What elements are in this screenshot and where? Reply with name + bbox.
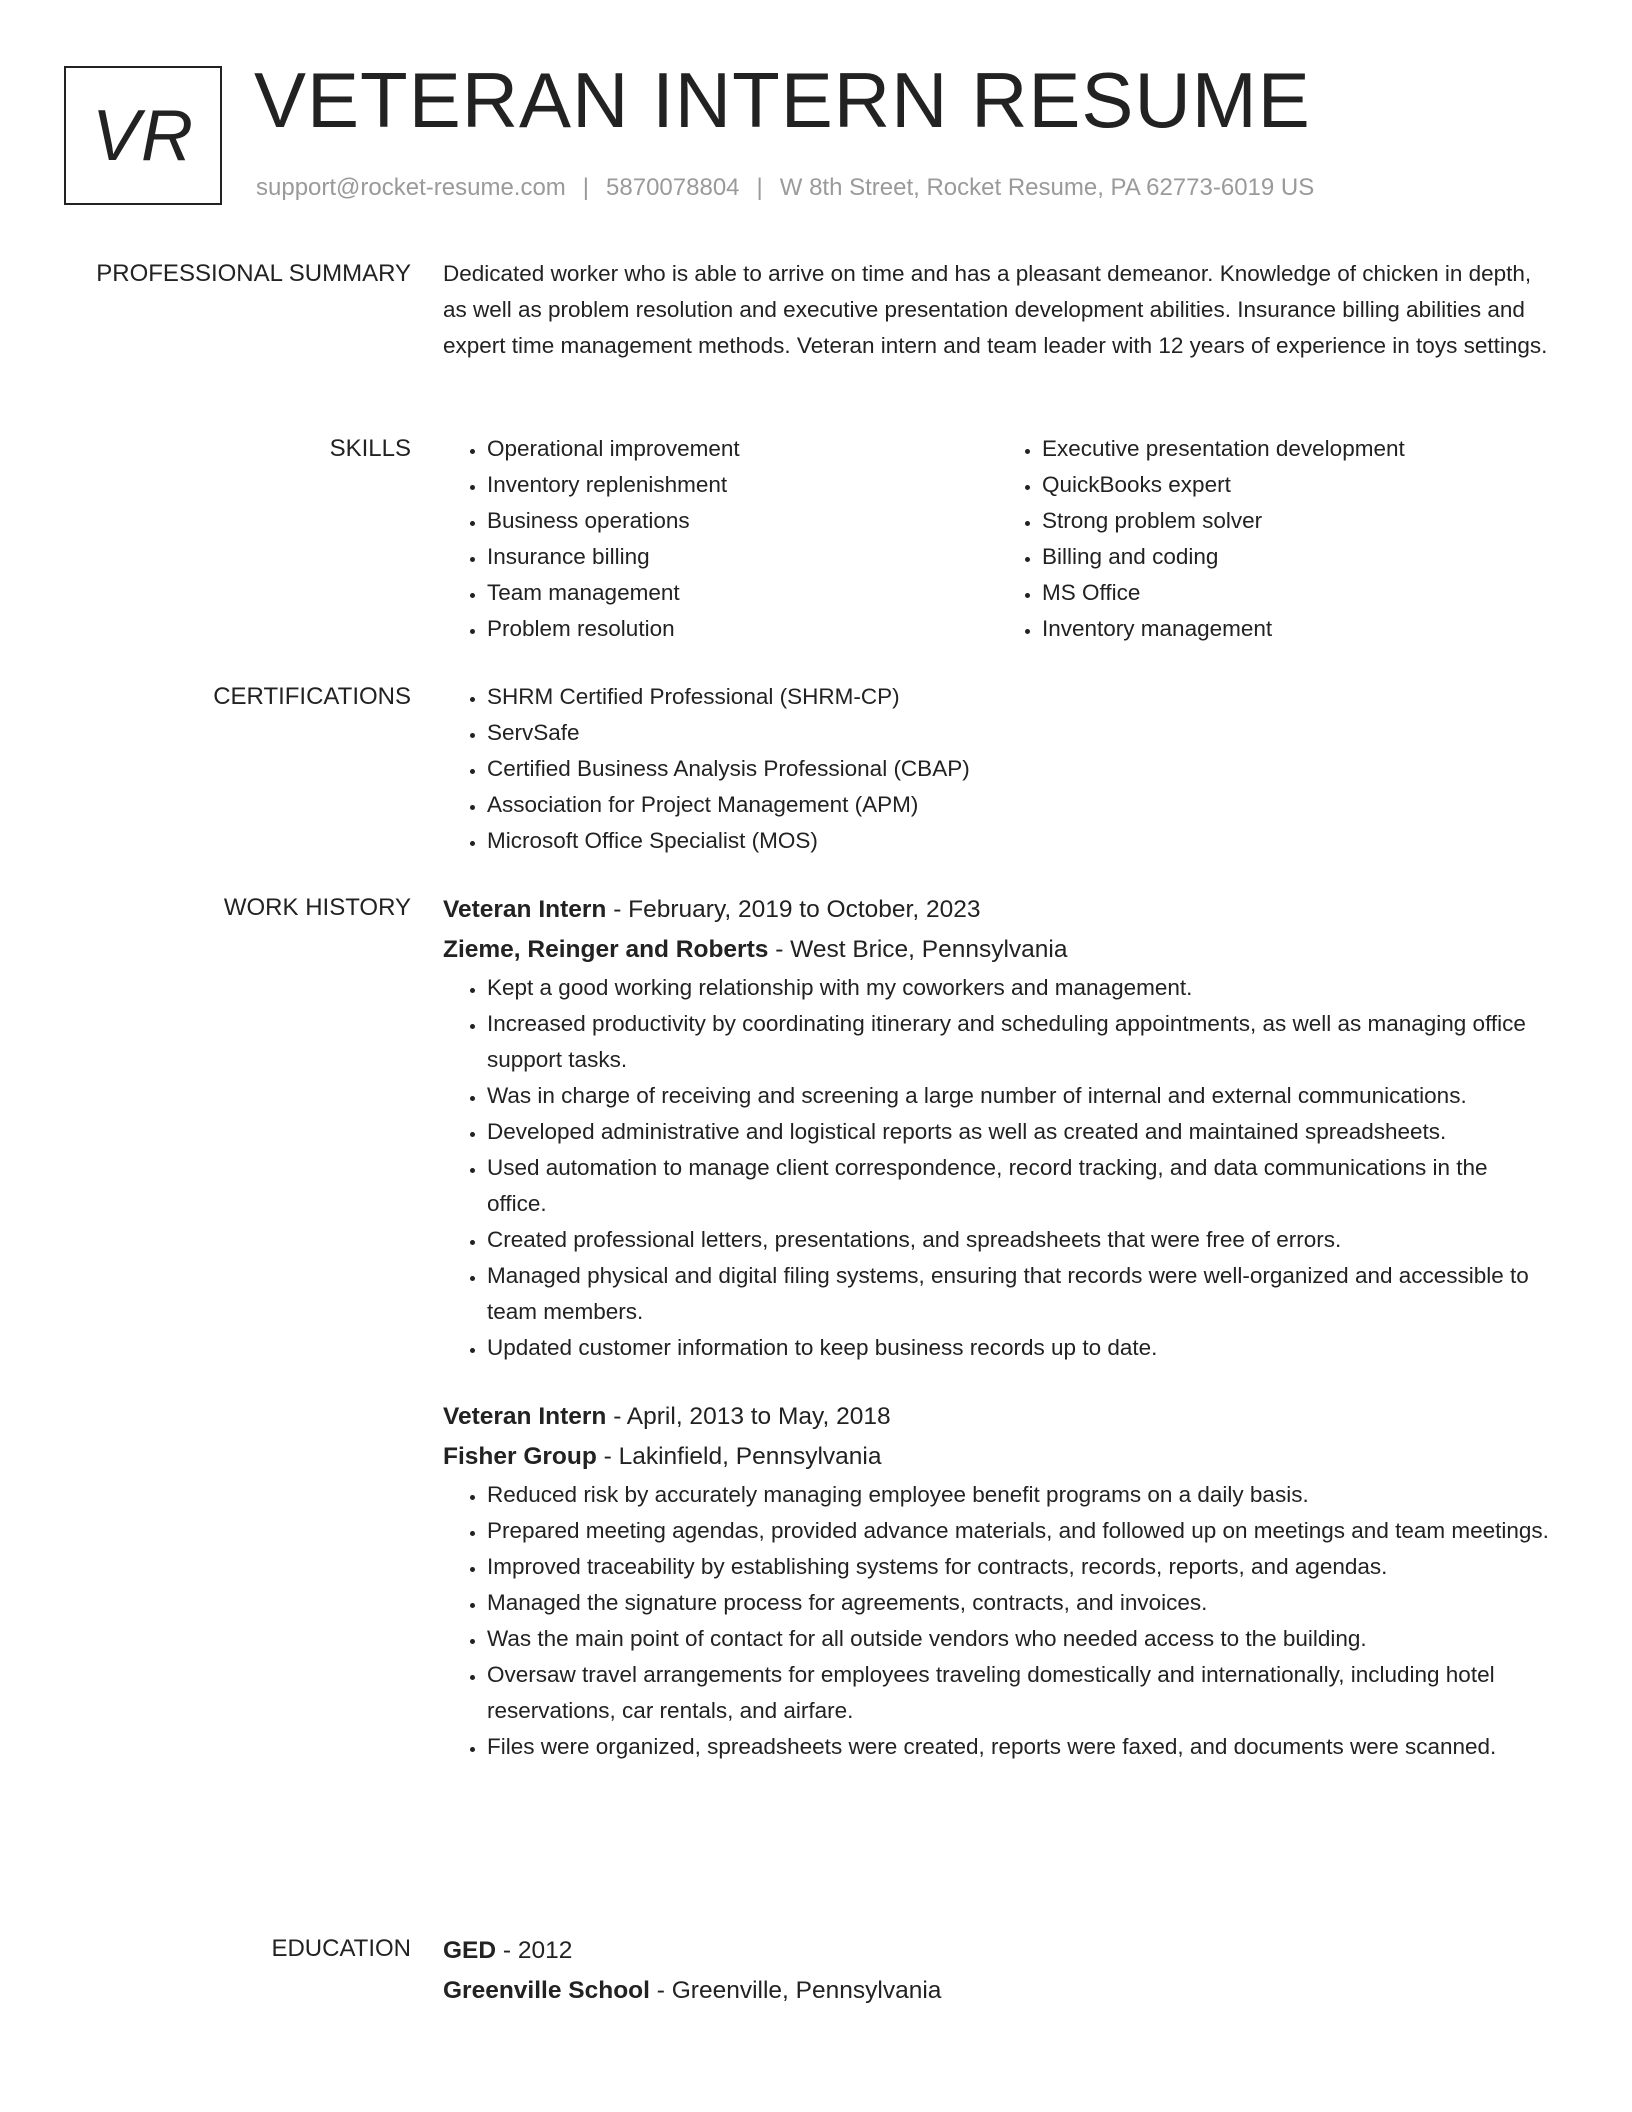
job-bullet: • Developed administrative and logistical reports as well as created and maintained spreadsheets.	[487, 1114, 1553, 1150]
job-bullet: • Reduced risk by accurately managing employee benefit programs on a daily basis.	[487, 1477, 1553, 1513]
job-bullet: • Used automation to manage client correspondence, record tracking, and data communications in the office.	[487, 1150, 1553, 1222]
resume-title: VETERAN INTERN RESUME	[254, 56, 1311, 144]
education-degree-line	[443, 1931, 1553, 1971]
skill-item: • Inventory replenishment	[487, 467, 998, 503]
job-entry	[443, 890, 1553, 1366]
job-bullet: • Increased productivity by coordinating itinerary and scheduling appointments, as well as managing office support tasks.	[487, 1006, 1553, 1078]
certification-item: • Certified Business Analysis Professional (CBAP)	[487, 751, 1553, 787]
job-company: Fisher Group	[443, 1443, 597, 1470]
summary-heading: PROFESSIONAL SUMMARY	[96, 260, 411, 287]
job-bullet: • Created professional letters, presentations, and spreadsheets that were free of errors.	[487, 1222, 1553, 1258]
work-history-heading: WORK HISTORY	[223, 894, 411, 921]
skill-item: • QuickBooks expert	[1042, 467, 1553, 503]
job-bullet: • Managed physical and digital filing systems, ensuring that records were well-organized and accessible to team members.	[487, 1258, 1553, 1330]
education-school-line	[443, 1971, 1553, 2011]
job-bullet: • Kept a good working relationship with my coworkers and management.	[487, 970, 1553, 1006]
work-history-body	[443, 890, 1553, 1765]
education-year: - 2012	[496, 1937, 573, 1964]
job-title: Veteran Intern	[443, 896, 607, 923]
skill-item: • Strong problem solver	[1042, 503, 1553, 539]
education-school: Greenville School	[443, 1977, 650, 2004]
education-degree: GED	[443, 1937, 497, 1964]
job-bullet: • Updated customer information to keep business records up to date.	[487, 1330, 1553, 1366]
job-company: Zieme, Reinger and Roberts	[443, 936, 769, 963]
job-bullet: • Was the main point of contact for all outside vendors who needed access to the building.	[487, 1621, 1553, 1657]
job-company-line	[443, 1437, 1553, 1477]
skills-heading: SKILLS	[329, 435, 411, 462]
job-company-line	[443, 930, 1553, 970]
summary-text: Dedicated worker who is able to arrive on time and has a pleasant demeanor. Knowledge of chicken in depth, as well as problem resolution and executive presentation development abilities. Insurance billing abilities and expert time management methods. Veteran intern and team leader with 12 years of experience in toys settings.	[443, 261, 1548, 358]
job-bullets	[443, 1477, 1553, 1765]
skills-body	[443, 431, 1553, 647]
education-body	[443, 1931, 1553, 2011]
job-bullet: • Oversaw travel arrangements for employees traveling domestically and internationally, including hotel reservations, car rentals, and airfare.	[487, 1657, 1553, 1729]
contact-separator: |	[756, 174, 763, 201]
skills-list-left	[443, 431, 998, 647]
skills-columns	[443, 431, 1553, 647]
job-location: - West Brice, Pennsylvania	[768, 936, 1068, 963]
certifications-body	[443, 679, 1553, 859]
job-bullet: • Prepared meeting agendas, provided advance materials, and followed up on meetings and team meetings.	[487, 1513, 1553, 1549]
certification-item: • ServSafe	[487, 715, 1553, 751]
skill-item: • MS Office	[1042, 575, 1553, 611]
skills-list-right	[998, 431, 1553, 647]
skill-item: • Inventory management	[1042, 611, 1553, 647]
monogram-logo: VR	[64, 66, 222, 205]
job-bullet: • Improved traceability by establishing systems for contracts, records, reports, and agendas.	[487, 1549, 1553, 1585]
job-dates: - February, 2019 to October, 2023	[606, 896, 981, 923]
job-bullet: • Files were organized, spreadsheets were created, reports were faxed, and documents were scanned.	[487, 1729, 1553, 1765]
contact-phone: 5870078804	[606, 174, 740, 201]
certifications-list	[443, 679, 1553, 859]
skill-item: • Business operations	[487, 503, 998, 539]
contact-address: W 8th Street, Rocket Resume, PA 62773-6019 US	[779, 174, 1315, 201]
job-entry	[443, 1397, 1553, 1765]
skill-item: • Operational improvement	[487, 431, 998, 467]
contact-separator: |	[582, 174, 590, 201]
education-location: - Greenville, Pennsylvania	[649, 1977, 942, 2004]
skill-item: • Insurance billing	[487, 539, 998, 575]
certifications-heading: CERTIFICATIONS	[213, 683, 411, 710]
contact-email: support@rocket-resume.com	[256, 174, 566, 201]
job-bullet: • Was in charge of receiving and screening a large number of internal and external communications.	[487, 1078, 1553, 1114]
certification-item: • Association for Project Management (APM)	[487, 787, 1553, 823]
skill-item: • Billing and coding	[1042, 539, 1553, 575]
job-dates: - April, 2013 to May, 2018	[606, 1403, 891, 1430]
skill-item: • Problem resolution	[487, 611, 998, 647]
certification-item: • SHRM Certified Professional (SHRM-CP)	[487, 679, 1553, 715]
job-title-line	[443, 890, 1553, 930]
job-title-line	[443, 1397, 1553, 1437]
certification-item: • Microsoft Office Specialist (MOS)	[487, 823, 1553, 859]
skill-item: • Team management	[487, 575, 998, 611]
contact-line	[256, 174, 1314, 202]
job-location: - Lakinfield, Pennsylvania	[596, 1443, 882, 1470]
job-title: Veteran Intern	[443, 1403, 607, 1430]
skill-item: • Executive presentation development	[1042, 431, 1553, 467]
job-bullet: • Managed the signature process for agreements, contracts, and invoices.	[487, 1585, 1553, 1621]
summary-body	[443, 256, 1553, 364]
job-bullets	[443, 970, 1553, 1366]
education-heading: EDUCATION	[271, 1935, 411, 1962]
